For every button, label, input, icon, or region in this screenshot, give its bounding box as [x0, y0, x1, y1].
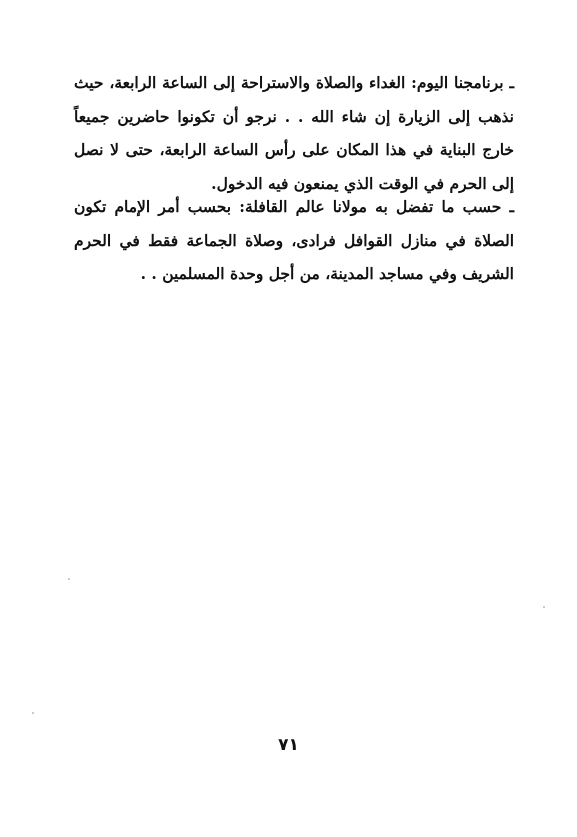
- scan-speck: [68, 578, 70, 580]
- scan-speck: [543, 606, 545, 608]
- page-number: ٧١: [278, 735, 299, 755]
- scan-speck: [32, 712, 34, 714]
- paragraph-prayer: ـ حسب ما تفضل به مولانا عالم القافلة: بحسب أمر الإمام تكون الصلاة في منازل القوافل فرادى، وصلاة الجماعة فقط في الحرم الشريف وفي مساجد المدينة، من أجل وحدة المسلمين . .: [74, 197, 514, 283]
- paragraph-schedule: ـ برنامجنا اليوم: الغداء والصلاة والاستراحة إلى الساعة الرابعة، حيث نذهب إلى الزيارة إن شاء الله . . نرجو أن تكونوا حاضرين جميعاً خارج البناية في هذا المكان على رأس الساعة الرابعة، حتى لا نصل إلى الحرم في الوقت الذي يمنعون فيه الدخول.: [74, 73, 514, 193]
